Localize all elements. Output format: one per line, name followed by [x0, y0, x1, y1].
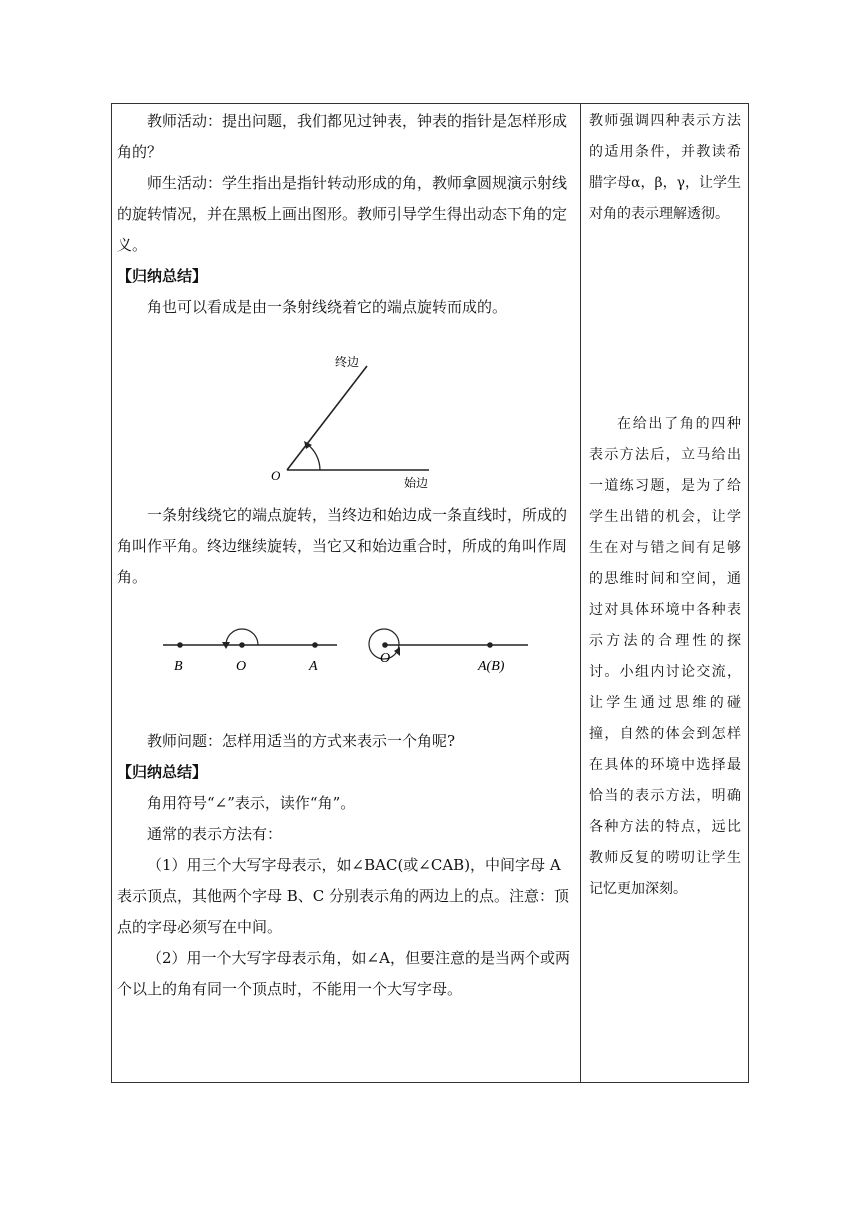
label-b: B	[174, 659, 183, 674]
angle-definition-paragraph: 角也可以看成是由一条射线绕着它的端点旋转而成的。	[147, 298, 508, 316]
terminal-side-label: 终边	[335, 355, 360, 369]
side-note-1-text: 教师强调四种表示方法的适用条件，并教读希腊字母α，β，γ，让学生对角的表示理解透彻。	[589, 113, 741, 222]
point-b	[177, 642, 183, 648]
one-letter-method-paragraph: （2）用一个大写字母表示角，如∠A，但要注意的是当两个或两个以上的角有同一个顶点时，不能用一个大写字母。	[117, 949, 570, 998]
vertex-label: O	[271, 468, 281, 483]
label-o-full: O	[380, 651, 391, 666]
point-o-full	[382, 642, 388, 648]
main-column-lower	[117, 726, 575, 1005]
point-a	[312, 642, 318, 648]
point-ab	[487, 642, 493, 648]
side-note-1	[589, 106, 741, 230]
angle-symbol-paragraph: 角用符号“∠”表示，读作“角”。	[147, 794, 356, 812]
notation-intro-paragraph: 通常的表示方法有：	[147, 825, 283, 843]
straight-and-full-angle-figure	[160, 620, 540, 680]
terminal-ray	[287, 366, 367, 470]
angle-rotation-figure	[265, 352, 440, 492]
side-note-2	[589, 409, 741, 905]
teacher-question-paragraph: 教师问题：怎样用适当的方式来表示一个角呢?	[147, 732, 456, 750]
main-column-cont	[117, 500, 575, 593]
summary-heading-1: 【归纳总结】	[117, 267, 208, 285]
point-o	[239, 642, 245, 648]
rotation-arc	[307, 444, 320, 470]
straight-full-angle-paragraph: 一条射线绕它的端点旋转，当终边和始边成一条直线时，所成的角叫作平角。终边继续旋转，当它又和始边重合时，所成的角叫作周角。	[117, 506, 568, 586]
label-o: O	[236, 659, 247, 674]
initial-side-label: 始边	[404, 476, 429, 490]
teacher-student-activity-paragraph: 师生活动：学生指出是指针转动形成的角，教师拿圆规演示射线的旋转情况，并在黑板上画出图形。教师引导学生得出动态下角的定义。	[117, 174, 568, 254]
summary-heading-2: 【归纳总结】	[117, 763, 208, 781]
label-ab: A(B)	[478, 659, 505, 674]
main-column	[117, 106, 575, 323]
column-divider	[580, 103, 581, 1083]
three-letter-method-paragraph: （1）用三个大写字母表示，如∠BAC(或∠CAB)，中间字母 A 表示顶点，其他两个字母 B、C 分别表示角的两边上的点。注意：顶点的字母必须写在中间。	[117, 856, 570, 936]
side-note-2-text: 在给出了角的四种表示方法后，立马给出一道练习题，是为了给学生出错的机会，让学生在对与错之间有足够的思维时间和空间，通过对具体环境中各种表示方法的合理性的探讨。小组内讨论交流，让学生通过思维的碰撞，自然的体会到怎样在具体的环境中选择最恰当的表示方法，明确各种方法的特点，远比教师反复的唠叨让学生记忆更加深刻。	[589, 416, 741, 897]
label-a: A	[309, 659, 318, 674]
teacher-activity-paragraph: 教师活动：提出问题，我们都见过钟表，钟表的指针是怎样形成角的？	[117, 112, 568, 161]
